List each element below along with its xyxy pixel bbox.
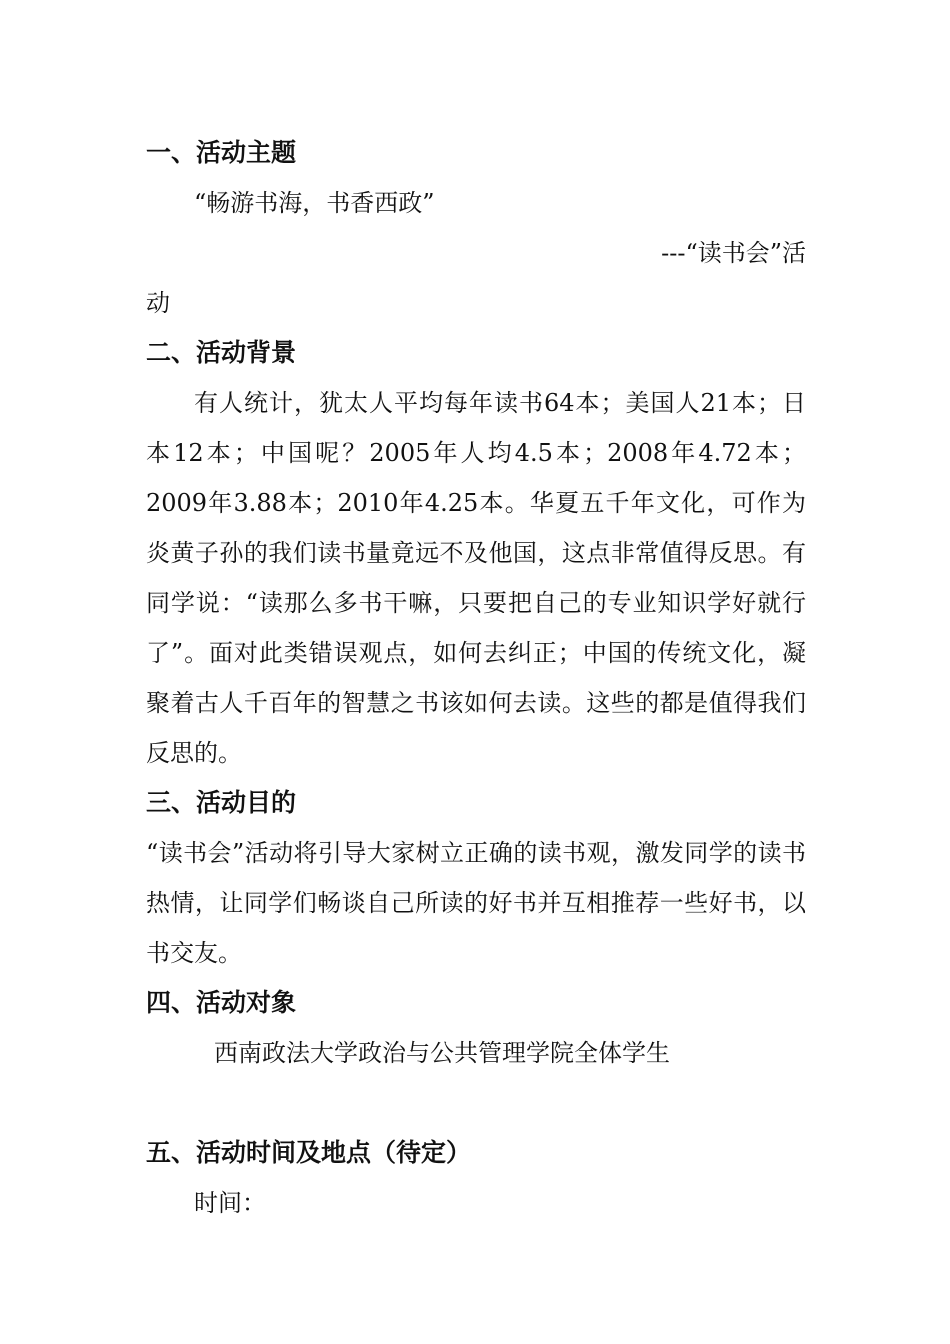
theme-subtitle-line2: 动 [146, 289, 170, 317]
theme-slogan: “畅游书海，书香西政” [194, 189, 435, 217]
time-label: 时间： [194, 1189, 266, 1217]
theme-subtitle-line1: ---“读书会”活 [661, 239, 806, 267]
background-paragraph: 有人统计，犹太人平均每年读书64本；美国人21本；日本12本；中国呢？2005年人均4.5本；2008年4.72本；2009年3.88本；2010年4.25本。华夏五千年文化，可作为炎黄子孙的我们读书量竟远不及他国，这点非常值得反思。有同学说：“读那么多书干嘛，只要把自己的专业知识学好就行了”。面对此类错误观点，如何去纠正；中国的传统文化，凝聚着古人千百年的智慧之书该如何去读。这些的都是值得我们反思的。 [146, 389, 806, 767]
document-page [146, 128, 806, 1228]
blank-line [146, 1078, 806, 1128]
section-heading-background: 二、活动背景 [146, 338, 297, 367]
section-heading-purpose: 三、活动目的 [146, 788, 297, 817]
section-heading-audience: 四、活动对象 [146, 988, 297, 1017]
section-heading-theme: 一、活动主题 [146, 138, 297, 167]
purpose-paragraph: “读书会”活动将引导大家树立正确的读书观，激发同学的读书热情，让同学们畅谈自己所读的好书并互相推荐一些好书，以书交友。 [146, 839, 806, 967]
section-heading-time-place: 五、活动时间及地点（待定） [146, 1138, 472, 1167]
audience-text: 西南政法大学政治与公共管理学院全体学生 [214, 1039, 670, 1067]
